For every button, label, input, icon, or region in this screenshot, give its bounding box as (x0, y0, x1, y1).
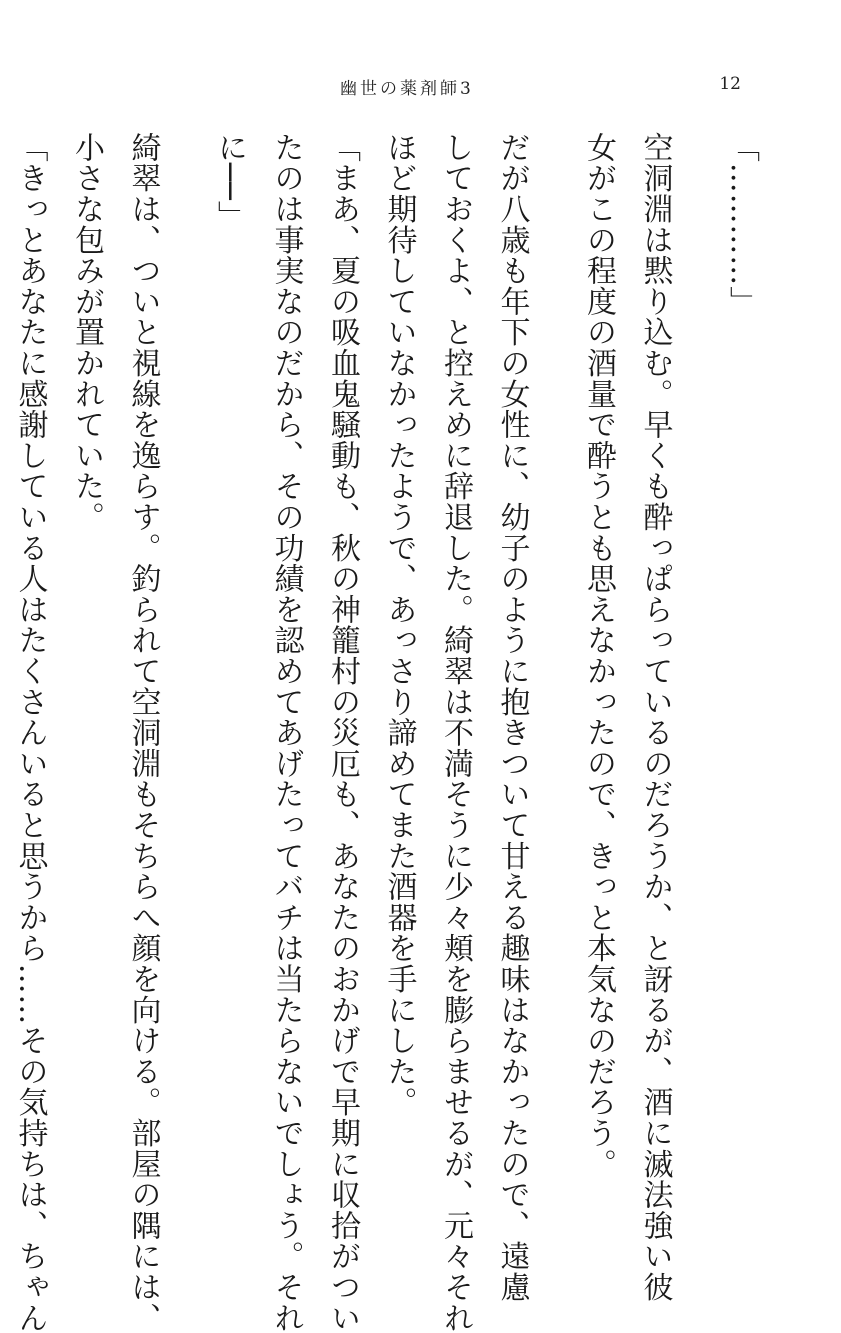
text-line: たのは事実なのだから、その功績を認めてあげたってバチは当たらないでしょう。それ (268, 132, 304, 1333)
page-number: 12 (719, 74, 741, 94)
text-line: に──」 (212, 132, 247, 232)
text-line: だが八歳も年下の女性に、幼子のように抱きついて甘える趣味はなかったので、遠慮 (494, 132, 530, 1303)
text-line: 「きっとあなたに感謝している人はたくさんいると思うから……その気持ちは、ちゃん (12, 132, 48, 1333)
text-line: 空洞淵は黙り込む。早くも酔っぱらっているのだろうか、と訝るが、酒に滅法強い彼 (637, 132, 673, 1303)
text-line: 女がこの程度の酒量で酔うとも思えなかったので、きっと本気なのだろう。 (581, 132, 616, 1180)
running-head (0, 74, 841, 104)
text-line: ほど期待していなかったようで、あっさり諦めてまた酒器を手にした。 (381, 132, 417, 1118)
text-line: 「まあ、夏の吸血鬼騒動も、秋の神籠村の災厄も、あなたのおかげで早期に収拾がつい (325, 132, 360, 1333)
text-line: 小さな包みが置かれていた。 (69, 132, 104, 533)
text-line: しておくよ、と控えめに辞退した。綺翠は不満そうに少々頬を膨らませるが、元々それ (438, 132, 473, 1333)
vertical-body-text (12, 132, 769, 1333)
book-title: 幽世の薬剤師3 (340, 79, 474, 99)
text-line: 綺翠は、ついと視線を逸らす。釣られて空洞淵もそちらへ顔を向ける。部屋の隅には、 (125, 132, 161, 1333)
text-line: 「…………」 (724, 132, 759, 317)
